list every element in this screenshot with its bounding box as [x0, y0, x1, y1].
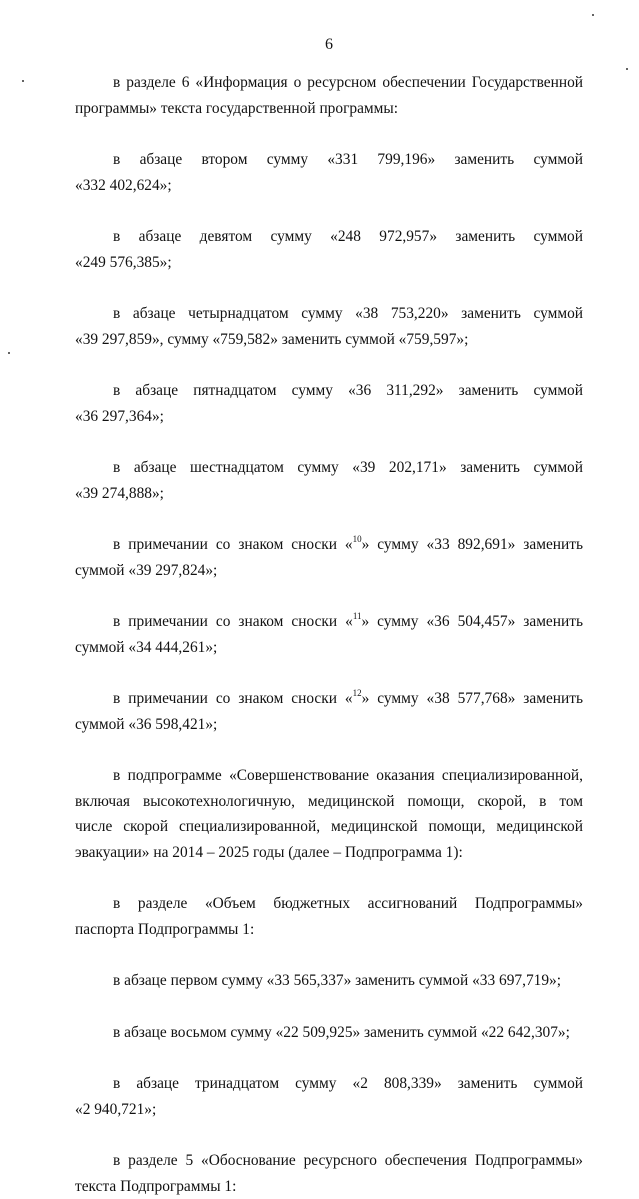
text-fragment: в примечании со знаком сноски «	[113, 613, 353, 630]
text-line: суммой «34 444,261»;	[75, 635, 583, 661]
text-line: в абзаце пятнадцатом сумму «36 311,292» заменить суммой	[75, 378, 583, 404]
paragraph	[75, 968, 583, 994]
text-fragment: в примечании со знаком сноски «	[113, 690, 353, 707]
text-line: эвакуации» на 2014 – 2025 годы (далее – Подпрограмма 1):	[75, 840, 583, 866]
page-number: 6	[75, 36, 583, 60]
text-line: «36 297,364»;	[75, 404, 583, 430]
scan-speck	[22, 80, 24, 82]
paragraph	[75, 301, 583, 352]
scan-speck	[8, 352, 10, 354]
text-line: программы» текста государственной программы:	[75, 96, 583, 122]
text-line: в абзаце первом сумму «33 565,337» заменить суммой «33 697,719»;	[75, 968, 583, 994]
text-line: в разделе «Объем бюджетных ассигнований Подпрограммы»	[75, 891, 583, 917]
paragraph	[75, 891, 583, 942]
text-line: в разделе 6 «Информация о ресурсном обеспечении Государственной	[75, 70, 583, 96]
paragraph	[75, 378, 583, 429]
text-line: «39 274,888»;	[75, 481, 583, 507]
text-line: в абзаце втором сумму «331 799,196» заменить суммой	[75, 147, 583, 173]
text-line: суммой «39 297,824»;	[75, 558, 583, 584]
text-line: в абзаце четырнадцатом сумму «38 753,220» заменить суммой	[75, 301, 583, 327]
text-line: паспорта Подпрограммы 1:	[75, 917, 583, 943]
paragraph	[75, 224, 583, 275]
text-line: «332 402,624»;	[75, 173, 583, 199]
scan-speck	[626, 68, 628, 70]
text-line: числе скорой специализированной, медицинской помощи, медицинской	[75, 814, 583, 840]
text-line	[75, 532, 583, 558]
paragraph	[75, 147, 583, 198]
text-fragment: » сумму «38 577,768» заменить	[362, 690, 583, 707]
text-line: в абзаце тринадцатом сумму «2 808,339» заменить суммой	[75, 1071, 583, 1097]
paragraph	[75, 1071, 583, 1122]
text-line: в подпрограмме «Совершенствование оказания специализированной,	[75, 763, 583, 789]
text-fragment: » сумму «36 504,457» заменить	[361, 613, 583, 630]
text-line: «249 576,385»;	[75, 250, 583, 276]
text-line	[75, 686, 583, 712]
text-fragment: » сумму «33 892,691» заменить	[362, 536, 583, 553]
paragraph	[75, 455, 583, 506]
text-line: в абзаце девятом сумму «248 972,957» заменить суммой	[75, 224, 583, 250]
text-line: включая высокотехнологичную, медицинской помощи, скорой, в том	[75, 789, 583, 815]
text-line: суммой «36 598,421»;	[75, 712, 583, 738]
text-fragment: в примечании со знаком сноски «	[113, 536, 353, 553]
paragraph	[75, 1020, 583, 1046]
paragraph	[75, 1148, 583, 1199]
paragraph	[75, 763, 583, 865]
paragraph	[75, 532, 583, 583]
text-line: текста Подпрограммы 1:	[75, 1174, 583, 1199]
footnote-marker: 12	[353, 688, 362, 698]
text-line: в разделе 5 «Обоснование ресурсного обеспечения Подпрограммы»	[75, 1148, 583, 1174]
scan-speck	[592, 14, 594, 16]
footnote-marker: 11	[353, 611, 362, 621]
text-line: «39 297,859», сумму «759,582» заменить суммой «759,597»;	[75, 327, 583, 353]
text-line	[75, 609, 583, 635]
paragraph	[75, 686, 583, 737]
text-line: в абзаце шестнадцатом сумму «39 202,171» заменить суммой	[75, 455, 583, 481]
text-line: «2 940,721»;	[75, 1097, 583, 1123]
paragraph	[75, 70, 583, 121]
paragraph	[75, 609, 583, 660]
text-line: в абзаце восьмом сумму «22 509,925» заменить суммой «22 642,307»;	[75, 1020, 583, 1046]
footnote-marker: 10	[353, 534, 362, 544]
